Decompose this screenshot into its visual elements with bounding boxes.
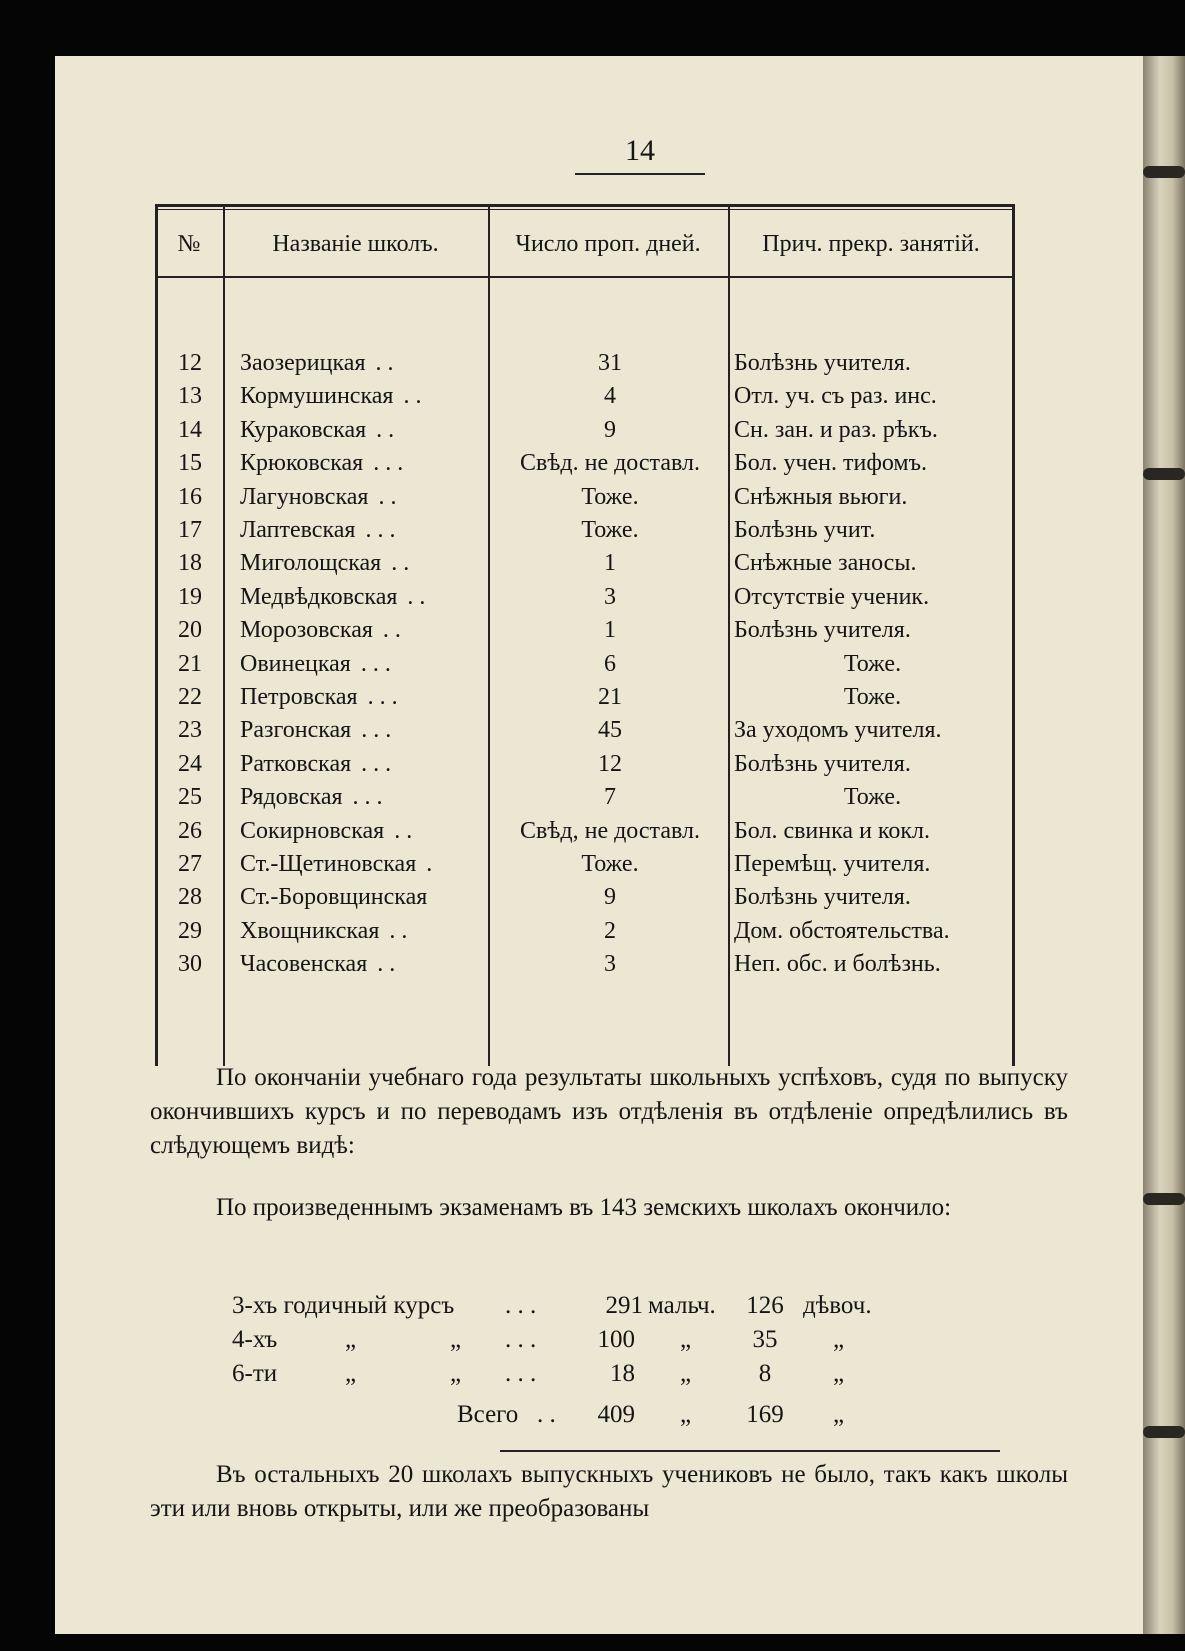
header-school-name: Названіе школъ. [272, 231, 439, 257]
row-reason: Снѣжные заносы. [734, 550, 917, 577]
row-missed-days: Свѣд. не доставл. [520, 450, 700, 477]
summary-boys: 291 [605, 1292, 643, 1319]
summary-girls-unit: дѣвоч. [803, 1292, 872, 1319]
row-leader-dots: . . [377, 951, 396, 978]
table-row [155, 481, 1015, 514]
row-reason: Снѣжныя вьюги. [734, 483, 908, 510]
table-top-rule [155, 204, 1015, 207]
row-school-name: Кормушинская [240, 383, 394, 410]
row-school-name: Кураковская [240, 416, 367, 443]
table-row [155, 347, 1015, 380]
summary-ditto: „ [450, 1360, 462, 1387]
table-row [155, 681, 1015, 714]
table-top-rule-thin [155, 209, 1015, 210]
row-leader-dots: . . [403, 383, 422, 410]
binding-stitch [1143, 1426, 1185, 1438]
table-row [155, 380, 1015, 413]
row-reason: Болѣзнь учителя. [734, 884, 911, 911]
table-header-rule [155, 276, 1015, 278]
summary-total-label: Всего [457, 1401, 519, 1428]
row-reason: Тоже. [843, 684, 902, 710]
row-missed-days: 4 [604, 383, 616, 410]
row-reason: Неп. обс. и болѣзнь. [734, 951, 941, 978]
row-school-name: Миголощская [240, 550, 382, 577]
row-missed-days: Тоже. [581, 851, 639, 877]
row-school-name: Разгонская [240, 717, 352, 744]
summary-ditto: „ [345, 1326, 357, 1353]
row-reason: Бол. свинка и кокл. [734, 817, 930, 844]
binding-stitch [1143, 468, 1185, 480]
row-school-name: Рядовская [240, 784, 343, 811]
row-reason: За уходомъ учителя. [734, 717, 942, 744]
header-reason: Прич. прекр. занятій. [762, 231, 980, 257]
summary-boys-unit: „ [680, 1360, 692, 1387]
summary-boys-unit: мальч. [648, 1292, 716, 1319]
table-row [155, 815, 1015, 848]
row-number: 18 [178, 550, 202, 577]
row-reason: Тоже. [843, 784, 902, 811]
summary-dots: . . . [505, 1360, 537, 1387]
row-reason: Отл. уч. съ раз. инс. [734, 383, 937, 410]
summary-girls: 35 [752, 1326, 778, 1353]
summary-boys: 18 [610, 1360, 635, 1387]
exams-paragraph: По произведеннымъ экзаменамъ въ 143 земскихъ школахъ окончило: [216, 1194, 952, 1221]
table-row [155, 714, 1015, 747]
table-row [155, 447, 1015, 480]
row-leader-dots: . . . [373, 450, 404, 477]
remaining-schools-paragraph: Въ остальныхъ 20 школахъ выпускныхъ учениковъ не было, такъ какъ школы эти или вновь открыты, или же преобразованы [150, 1461, 1068, 1522]
row-reason: Тоже. [843, 650, 902, 677]
table-row [155, 915, 1015, 948]
row-school-name: Овинецкая [240, 650, 351, 677]
summary-boys-unit: „ [680, 1326, 692, 1353]
row-number: 30 [178, 951, 202, 978]
row-leader-dots: . . . [360, 650, 391, 677]
book-page [55, 56, 1143, 1634]
summary-course: 6-ти [232, 1360, 278, 1387]
summary-boys-unit: „ [680, 1401, 692, 1428]
row-leader-dots: . [426, 851, 433, 877]
row-number: 12 [178, 350, 202, 376]
summary-course: 3-хъ годичный курсъ [232, 1292, 455, 1319]
row-number: 28 [178, 884, 202, 911]
row-school-name: Сокирновская [240, 817, 385, 844]
row-leader-dots: . . . [352, 784, 383, 811]
row-leader-dots: . . [382, 617, 401, 644]
summary-girls-unit: „ [833, 1360, 845, 1387]
row-leader-dots: . . [394, 817, 413, 844]
row-leader-dots: . . [375, 350, 394, 376]
row-school-name: Лаптевская [240, 517, 356, 543]
row-reason: Болѣзнь учит. [734, 517, 876, 543]
row-school-name: Хвощникская [240, 917, 380, 944]
row-missed-days: 7 [604, 784, 616, 811]
row-school-name: Часовенская [240, 951, 368, 978]
row-school-name: Петровская [240, 684, 358, 710]
row-number: 27 [178, 851, 202, 877]
row-leader-dots: . . [389, 917, 408, 944]
row-missed-days: 1 [604, 550, 616, 577]
row-school-name: Ст.-Щетиновская [240, 851, 417, 877]
row-reason: Перемѣщ. учителя. [734, 851, 931, 877]
table-row [155, 581, 1015, 614]
table-row [155, 881, 1015, 914]
row-school-name: Лагуновская [240, 483, 369, 510]
row-number: 25 [178, 784, 202, 811]
row-number: 24 [178, 750, 202, 777]
summary-dots: . . . [505, 1326, 537, 1353]
row-leader-dots: . . [391, 550, 410, 577]
row-number: 16 [178, 483, 202, 510]
row-missed-days: 2 [604, 917, 616, 944]
row-number: 23 [178, 717, 202, 744]
row-number: 14 [178, 416, 202, 443]
table-row [155, 514, 1015, 547]
row-school-name: Заозерицкая [240, 350, 366, 376]
row-reason: Болѣзнь учителя. [734, 617, 911, 644]
schools-table [155, 204, 1015, 1066]
binding-stitch [1143, 1193, 1185, 1205]
row-number: 19 [178, 583, 202, 610]
row-school-name: Ст.-Боровщинская [240, 884, 428, 911]
row-school-name: Медвѣдковская [240, 583, 398, 610]
row-number: 20 [178, 617, 202, 644]
table-row [155, 547, 1015, 580]
row-leader-dots: . . . [367, 684, 398, 710]
row-missed-days: 6 [604, 650, 616, 677]
row-leader-dots: . . [376, 416, 395, 443]
summary-total-rule [500, 1450, 1000, 1452]
page-number: 14 [625, 134, 655, 167]
row-missed-days: 31 [598, 350, 622, 376]
row-missed-days: Тоже. [581, 517, 639, 543]
row-missed-days: 21 [598, 684, 622, 710]
row-missed-days: 3 [604, 583, 616, 610]
row-school-name: Ратковская [240, 750, 352, 777]
binding-stitch [1143, 166, 1185, 178]
summary-girls: 126 [746, 1292, 784, 1319]
row-school-name: Морозовская [240, 617, 373, 644]
summary-dots: . . . [505, 1292, 537, 1319]
row-reason: Бол. учен. тифомъ. [734, 450, 928, 477]
summary-girls-unit: „ [833, 1326, 845, 1353]
summary-boys: 100 [597, 1326, 635, 1353]
row-reason: Болѣзнь учителя. [734, 750, 911, 777]
table-row [155, 614, 1015, 647]
row-number: 17 [178, 517, 202, 543]
row-missed-days: 9 [604, 416, 616, 443]
summary-total-boys: 409 [597, 1401, 635, 1428]
summary-ditto: „ [345, 1360, 357, 1387]
row-missed-days: Свѣд, не доставл. [520, 817, 700, 844]
row-reason: Отсутствіе ученик. [734, 583, 930, 610]
row-school-name: Крюковская [240, 450, 364, 477]
row-missed-days: 1 [604, 617, 616, 644]
summary-girls-unit: „ [833, 1401, 845, 1428]
row-missed-days: 9 [604, 884, 616, 911]
row-number: 21 [178, 650, 202, 677]
summary-ditto: „ [450, 1326, 462, 1353]
table-row [155, 948, 1015, 981]
row-number: 13 [178, 383, 202, 410]
row-number: 22 [178, 684, 202, 710]
summary-girls: 8 [758, 1360, 772, 1387]
row-leader-dots: . . . [361, 750, 392, 777]
summary-dots: . . [537, 1401, 556, 1428]
row-leader-dots: . . [378, 483, 397, 510]
row-missed-days: Тоже. [581, 483, 639, 510]
row-leader-dots: . . . [365, 517, 396, 543]
book-spine [1143, 56, 1185, 1634]
row-missed-days: 45 [598, 717, 622, 744]
row-missed-days: 12 [598, 750, 622, 777]
summary-course: 4-хъ [232, 1326, 278, 1353]
summary-total-girls: 169 [746, 1401, 784, 1428]
row-missed-days: 3 [604, 951, 616, 978]
table-row [155, 648, 1015, 681]
table-row [155, 781, 1015, 814]
row-reason: Дом. обстоятельства. [734, 917, 950, 944]
row-leader-dots: . . [407, 583, 426, 610]
row-leader-dots: . . . [361, 717, 392, 744]
row-number: 15 [178, 450, 202, 477]
table-row [155, 848, 1015, 881]
row-number: 26 [178, 817, 202, 844]
page-number-rule [575, 173, 705, 175]
row-reason: Болѣзнь учителя. [734, 350, 911, 376]
results-paragraph: По окончаніи учебнаго года результаты школьныхъ успѣховъ, судя по выпуску окончившихъ курсъ и по переводамъ изъ отдѣленія въ отдѣленіе опредѣлились въ слѣдующемъ видѣ: [150, 1064, 1068, 1159]
row-number: 29 [178, 917, 202, 944]
row-reason: Сн. зан. и раз. рѣкъ. [734, 416, 938, 443]
table-row [155, 414, 1015, 447]
header-number: № [177, 231, 201, 257]
table-row [155, 748, 1015, 781]
header-missed-days: Число проп. дней. [515, 231, 701, 257]
